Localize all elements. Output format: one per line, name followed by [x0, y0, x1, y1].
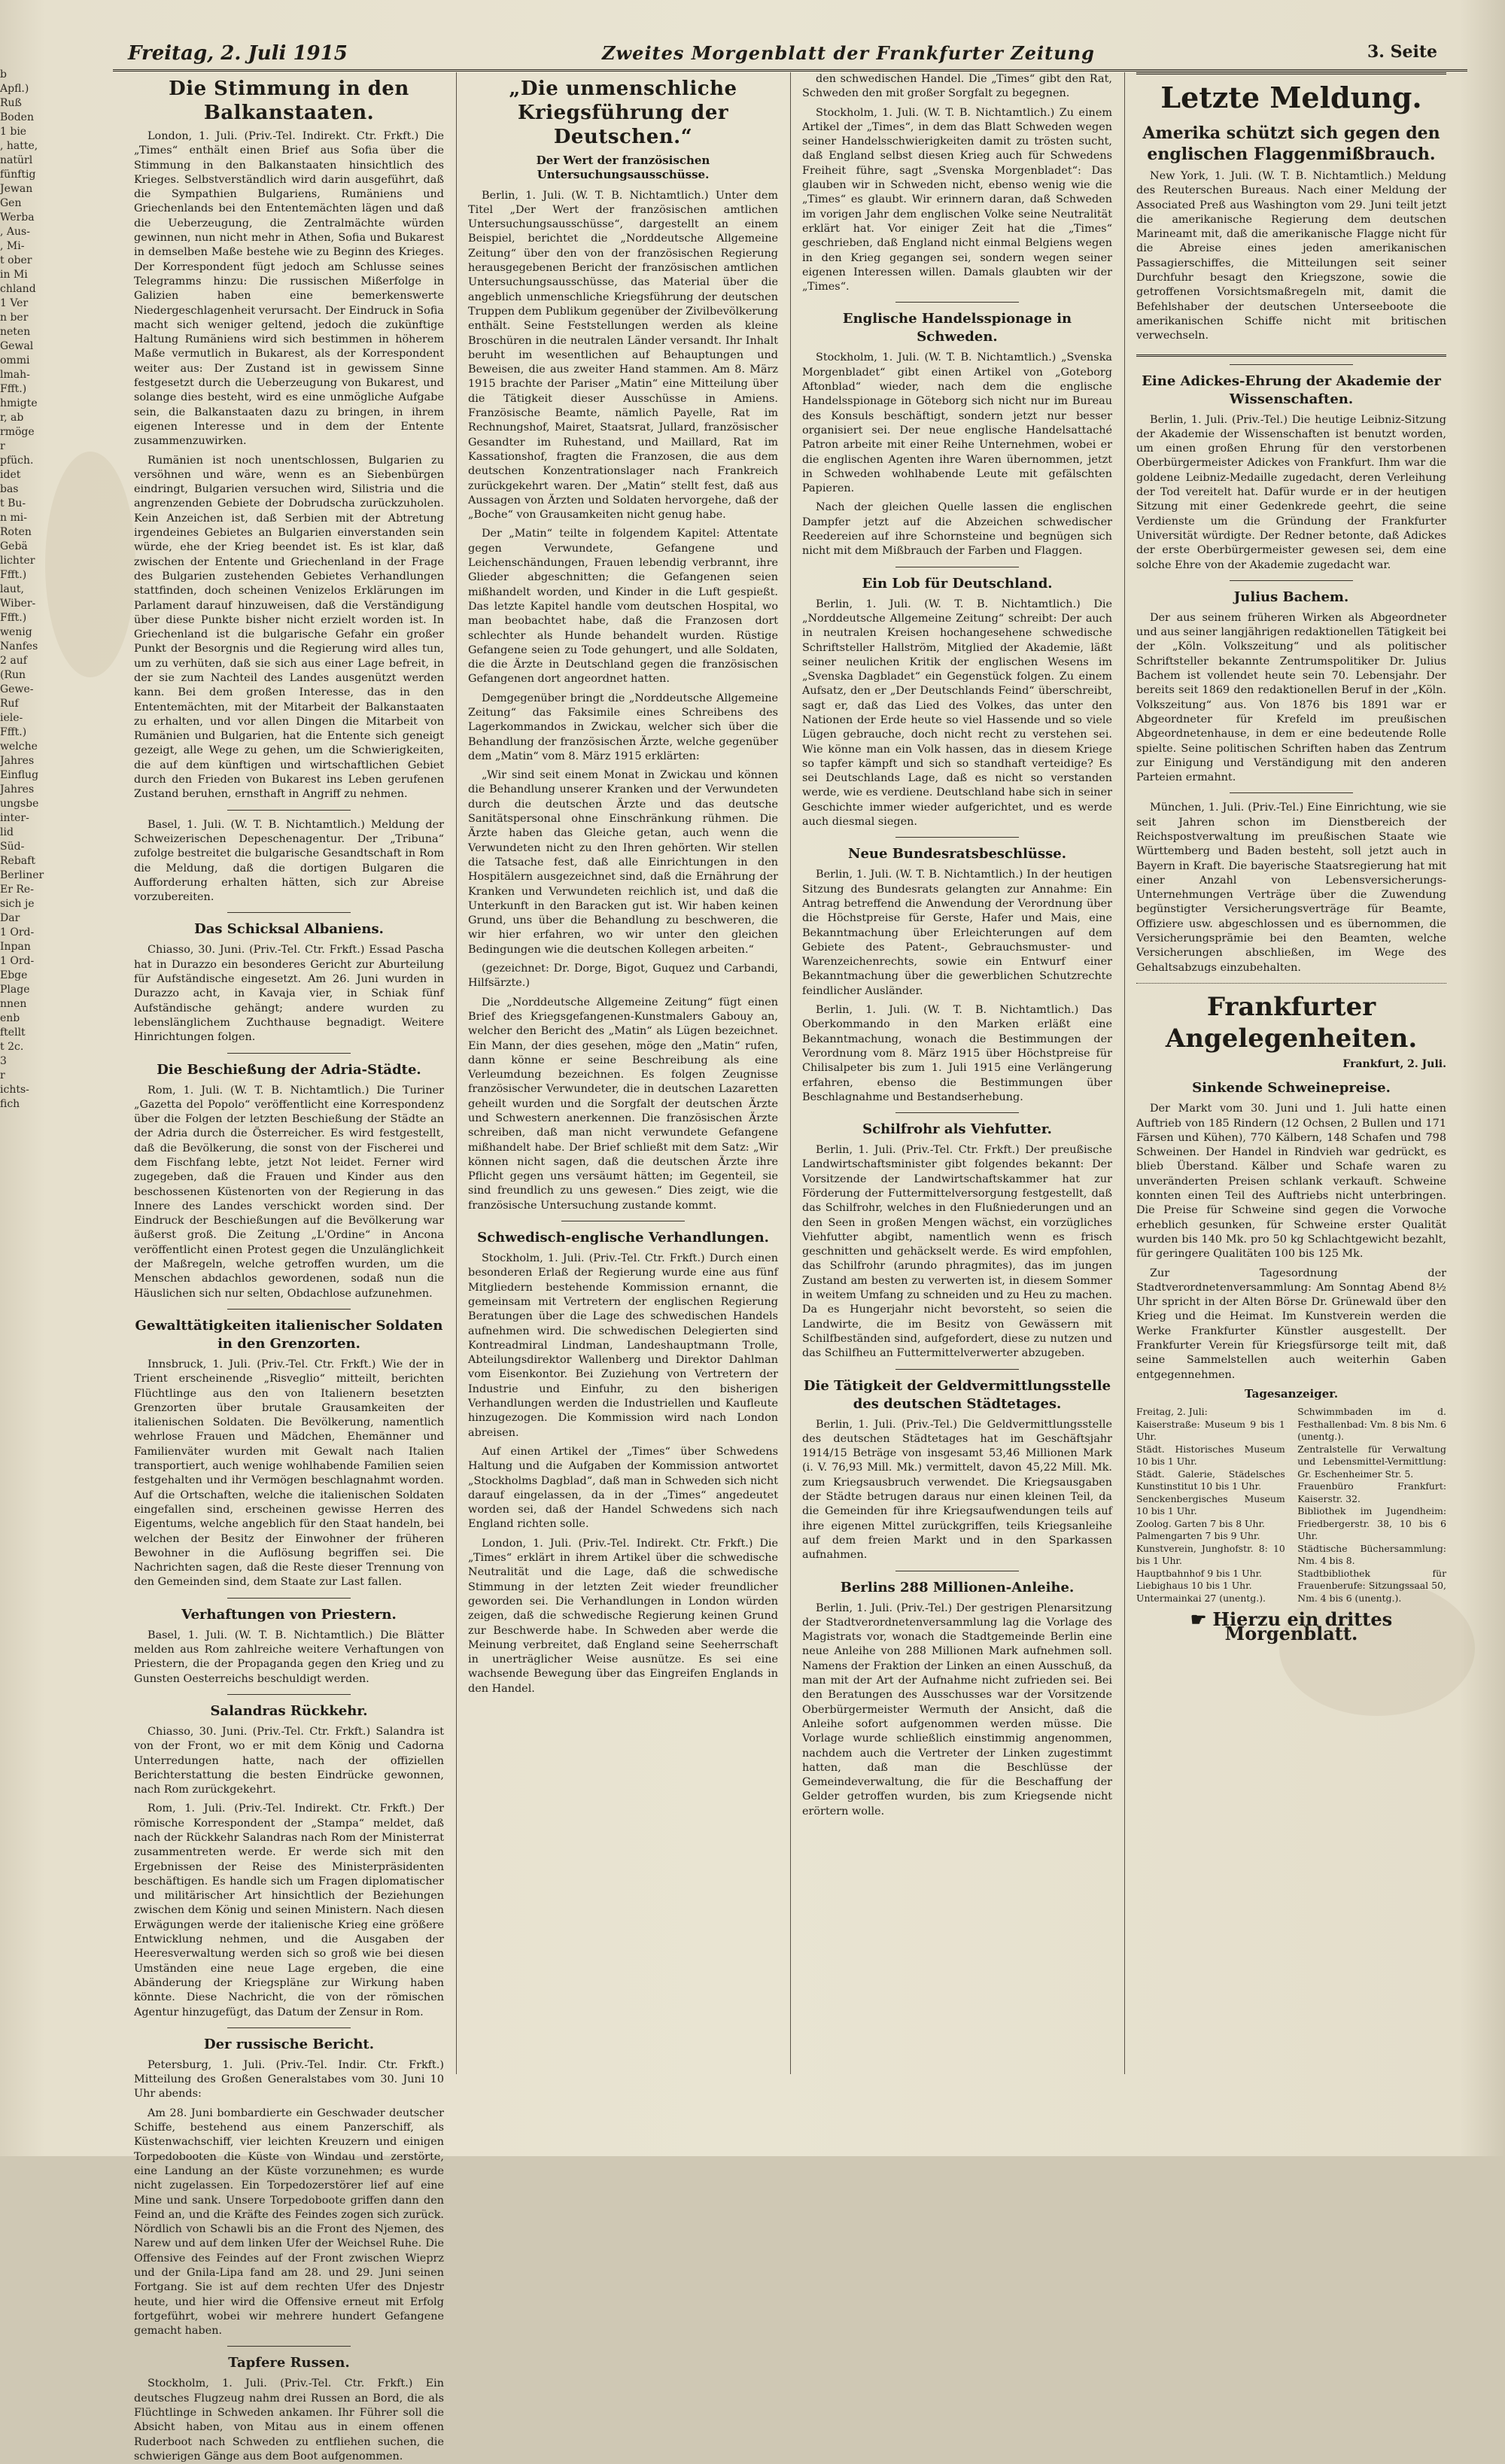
paragraph: Petersburg, 1. Juli. (Priv.-Tel. Indir. Ctr. Frkft.) Mitteilung des Großen Generalstabes vom 30. Juni 10 Uhr abends: — [134, 2058, 444, 2100]
column-rule — [790, 72, 791, 2074]
event-line: Hauptbahnhof 9 bis 1 Uhr. — [1136, 1567, 1263, 1579]
gutter-fragment: pfüch. — [0, 455, 34, 467]
gutter-fragment: 1 bie — [0, 126, 27, 138]
frankfurt-section-title: Frankfurter Angelegenheiten. — [1165, 991, 1418, 1054]
section-headline: Die Beschießung der Adria-Städte. — [157, 1061, 421, 1078]
gutter-fragment: ungsbe — [0, 798, 39, 810]
paragraph: Berlin, 1. Juli. (W. T. B. Nichtamtlich.) Das Oberkommando in den Marken erläßt eine Bekanntmachung, wonach die Bestimmungen der Verordnung vom 8. März 1915 über Höchstpreise für Chilisalpeter bis zum 1. Juli 1915 eine Verlängerung erfahren, ebenso die Bestimmungen über Beschlagnahme und Bestandserhebung. — [802, 1004, 1112, 1103]
gutter-fragment: ftellt — [0, 1027, 26, 1039]
gutter-fragment: natürl — [0, 154, 33, 166]
event-line: Städtische Büchersammlung: Nm. 4 bis 8. — [1297, 1542, 1446, 1567]
frankfurt-subtitle: Sinkende Schweinepreise. — [1192, 1080, 1391, 1097]
gutter-fragment: Jewan — [0, 183, 33, 195]
section-headline: Schilfrohr als Viehfutter. — [862, 1121, 1052, 1138]
article-divider — [895, 1112, 1020, 1113]
gutter-fragment: rmöge — [0, 426, 35, 438]
paragraph: Rumänien ist noch unentschlossen, Bulgarien zu versöhnen und wäre, wenn es an Siebenbürgen eindringt, Bulgarien versuchen wird, Silistria und die angrenzenden Gebiete der Dobrudscha zurückzuholen. Kein Anzeichen ist, daß Serbien mit der Abtretung irgendeines Gebietes an Bulgarien einverstanden sein würde, ehe der Krieg beendet ist. Es ist klar, daß zwischen der Entente und Griechenland in der Frage des Bulgarien zustehenden Gebietes Verhandlungen stattfinden, doch scheinen Venizelos Erklärungen im Parlament darauf hinzuweisen, daß die Verständigung über diese Punkte bisher nicht erzielt worden ist. In Griechenland ist die bulgarische Gefahr ein großer Punkt der Besorgnis und die Regierung wird alles tun, um zu verhüten, daß sie sich aus einer Lage befreit, in der sie zum Nachteil des Landes ausgenützt werden kann. Bei dem großen Interesse, das in den Ententemächten, mit der Mitarbeit der Balkanstaaten zu erhalten, und vor allen Dingen die Mitarbeit von Rumänien und Bulgarien, hat die Entente sich geneigt gezeigt, alle Wege zu gehen, um die Schwierigkeiten, die auf dem künftigen und wirtschaftlichen Gebiet durch den Frieden von Bukarest ins Leben gerufenen Zustand beruhen, ernsthaft in Angriff zu nehmen. — [134, 454, 444, 801]
paragraph: Der „Matin“ teilte in folgendem Kapitel: Attentate gegen Verwundete, Gefangene und Leichenschändungen, Frauen lebendig verbrannt, ihre Glieder abgeschnitten; die Gefangenen seien mißhandelt worden, und Kinder in die Luft gespießt. Das letzte Kapitel handle vom deutschen Hospital, wo man beobachtet habe, daß die Franzosen dort schlechter als Hunde behandelt wurden. Rüstige Gefangene seien zu Tode gehungert, und alle Soldaten, die die Ärzte in Deutschland gegen die französischen Gefangenen dort angeordnet hatten. — [468, 528, 778, 686]
gutter-fragment: bas — [0, 483, 19, 495]
last-news-text: New York, 1. Juli. (W. T. B. Nichtamtlich.) Meldung des Reuterschen Bureaus. Nach einer Meldung der Associated Preß aus Washington vom 29. Juni teilt jetzt die amerikanische Regierung dem deutschen Marineamt mit, daß die amerikanische Flagge nicht für die Abreise eines jeden amerikanischen Passagierschiffes, die Mitteilungen seit seiner Durchfuhr besagt den Kriegszone, sowie die getroffenen Vorsichtsmaßregeln mit, damit die Befehlshaber der deutschen Unterseeboote die amerikanischen Schiffe nicht mit britischen verwechseln. — [1136, 170, 1446, 342]
event-line: Kunstverein, Junghofstr. 8: 10 bis 1 Uhr. — [1136, 1542, 1285, 1567]
paragraph: Rom, 1. Juli. (W. T. B. Nichtamtlich.) Die Turiner „Gazetta del Popolo“ veröffentlicht eine Korrespondenz über die Folgen der letzten Beschießung der Städte an der Adria durch die Österreicher. Es wird festgestellt, daß die Bevölkerung, die sonst von der Fischerei und dem Fischfang lebte, jetzt Not leidet. Ferner wird zugegeben, daß die Frauen und Kinder aus den beschossenen Küstenorten von der Regierung in das Innere des Landes verschickt worden sind. Der Eindruck der Beschießungen auf die Bevölkerung war äußerst groß. Die Zeitung „L'Ordine“ in Ancona veröffentlicht einen Protest gegen die Unzulänglichkeit der Maßregeln, welche getroffen wurden, um die Menschen abdachlos gewordenen, sodaß nun die Häuslichen sich nur selten, Obdachlose aufzunehmen. — [134, 1084, 444, 1300]
paper-stain — [45, 452, 135, 677]
gutter-fragment: 1 Ord- — [0, 955, 35, 967]
paragraph: Stockholm, 1. Juli. (W. T. B. Nichtamtlich.) Zu einem Artikel der „Times“, in dem das Blatt Schweden wegen seiner Handelsschwierigkeiten damit zu trösten sucht, daß England selbst diesen Krieg auch für Schwedens Freiheit führe, sagt „Svenska Morgenbladet“: Das glauben wir in Schweden nicht, ebenso wenig wie die „Times“ es glaubt. Wir erinnern daran, daß Schweden im vorigen Jahr dem englischen Volke seine Neutralität erklärt hat. Vor einiger Zeit hat die „Times“ geschrieben, daß England nicht einmal Belgiens wegen in den Krieg gegangen sei, sondern wegen seiner eigenen Interessen willen. Damals glaubten wir der „Times“. — [802, 106, 1112, 294]
gutter-fragment: (Run — [0, 669, 26, 681]
section-headline: Neue Bundesratsbeschlüsse. — [848, 846, 1066, 862]
gutter-fragment: Jahres — [0, 783, 35, 795]
gutter-fragment: 1 Ord- — [0, 926, 35, 938]
paragraph: Zur Tagesordnung der Stadtverordnetenversammlung: Am Sonntag Abend 8½ Uhr spricht in der Alten Börse Dr. Grünewald über den Krieg und die Heimat. Im Kunstverein werden die Werke Frankfurter Künstler ausgestellt. Der Frankfurter Verein für Kriegsfürsorge teilt mit, daß seine Sammelstellen auch weiterhin Gaben entgegennehmen. — [1136, 1267, 1446, 1381]
gutter-fragment: , Mi- — [0, 240, 25, 252]
event-line: Zentralstelle für Verwaltung und Lebensmittel-Vermittlung: Gr. Eschenheimer Str. 5. — [1297, 1443, 1446, 1480]
gutter-fragment: iele- — [0, 712, 23, 724]
article-divider — [227, 1598, 351, 1599]
article-headline: Die Stimmung in den Balkanstaaten. — [169, 78, 409, 124]
gutter-fragment: Ffft.) — [0, 569, 27, 581]
article-sections — [468, 1221, 778, 1696]
article-sections — [1136, 364, 1446, 975]
section-headline: Tapfere Russen. — [228, 2355, 350, 2371]
paragraph: Am 28. Juni bombardierte ein Geschwader deutscher Schiffe, bestehend aus einem Panzerschiff, als Küstenwachschiff, vier leichten Kreuzern und einigen Torpedobooten die Küste von Windau und zerstörte, eine Landung an der Küste vorzunehmen; es wurde nicht zugelassen. Ein Torpedozerstörer lief auf eine Mine und sank. Unsere Torpedoboote griffen dann den Feind an, und die Kräfte des Feindes zogen sich zurück. Nördlich von Schawli bis an die Front des Njemen, des Narew und auf dem linken Ufer der Weichsel Ruhe. Die Offensive des Feindes auf der Front zwischen Wieprz und der Gnila-Lipa fand am 28. und 29. Juni seinen Fortgang. Sie ist auf dem rechten Ufer des Dnjestr heute, und hier wird die Offensive erneut mit Erfolg fortgeführt, wobei wir mehrere hundert Gefangene gemacht haben. — [134, 2107, 444, 2338]
gutter-fragment: enb — [0, 1012, 20, 1024]
pointing-hand-icon: ☛ — [1190, 1608, 1207, 1631]
event-line: Freitag, 2. Juli: — [1136, 1406, 1208, 1418]
gutter-fragment: Gewe- — [0, 683, 34, 695]
article-sections — [134, 810, 444, 2464]
gutter-fragment: Nanfes — [0, 640, 38, 653]
paragraph: Berlin, 1. Juli. (Priv.-Tel.) Die heutige Leibniz-Sitzung der Akademie der Wissenschaften ist benutzt worden, um einen großen Ehrung für den verstorbenen Oberbürgermeister Adickes von Frankfurt. Ihm war die goldene Leibniz-Medaille zugedacht, deren Verleihung der Tod vereitelt hat. Dafür wurde er in der heutigen Sitzung mit einer Gedenkrede geehrt, die seine Verdienste um die Gründung der Frankfurter Universität würdigte. Der Redner betonte, daß Adickes der erste Oberbürgermeister gewesen sei, dem eine solche Ehre von der Akademie zugedacht war. — [1136, 413, 1446, 571]
event-line: Untermainkai 27 (unentg.). — [1136, 1592, 1266, 1604]
article-divider — [1230, 364, 1354, 365]
paragraph: Chiasso, 30. Juni. (Priv.-Tel. Ctr. Frkft.) Salandra ist von der Front, wo er mit dem König und Cadorna Unterredungen hatte, nach der offiziellen Berichterstattung die besten Eindrücke gewonnen, nach Rom zurückgekehrt. — [134, 1725, 444, 1796]
column-4 — [1136, 72, 1446, 2089]
article-sections — [802, 302, 1112, 1819]
left-page-edge-fragments — [0, 68, 44, 2100]
gutter-fragment: sich je — [0, 898, 35, 910]
gutter-fragment: Apfl.) — [0, 83, 29, 95]
gutter-fragment: Gewal — [0, 340, 34, 352]
divider — [1136, 983, 1446, 984]
article-divider — [1230, 792, 1354, 793]
article-divider — [227, 2027, 351, 2028]
paragraph: Innsbruck, 1. Juli. (Priv.-Tel. Ctr. Frkft.) Wie der in Trient erscheinende „Risveglio“ mitteilt, berichten Flüchtlinge aus den von Italienern besetzten Grenzorten über brutale Grausamkeiten der italienischen Soldaten. Die Bevölkerung, namentlich wehrlose Frauen und Mädchen, Ehemänner und Familienväter wurden mit Gewalt nach Italien transportiert, auch wenige wohlhabende Familien seien festgehalten und ihr Vermögen beschlagnahmt worden. Auf die Ortschaften, welche die italienischen Soldaten eingefallen sind, erscheinen gewisse Herren des Eigentums, welche angeblich für den Staat handeln, bei welchen der Besitz der Einwohner der früheren Bewohner in die Auflösung begriffen sei. Die Nachrichten sagen, daß die Reste dieser Trennung von den Gemeinden sind, dem Staate zur Last fallen. — [134, 1358, 444, 1589]
paragraph: Nach der gleichen Quelle lassen die englischen Dampfer jetzt auf die Abzeichen schwedischer Reedereien auf ihre Schornsteine und begnügen sich nicht mit dem Mißbrauch der Farben und Flaggen. — [802, 501, 1112, 558]
section-headline: Eine Adickes-Ehrung der Akademie der Wissenschaften. — [1142, 373, 1441, 407]
events-right-column — [1297, 1406, 1446, 1605]
gutter-fragment: laut, — [0, 583, 24, 595]
article-divider — [895, 837, 1020, 838]
footer-banner-text: Hierzu ein drittes Morgenblatt. — [1212, 1608, 1393, 1645]
section-headline: Ein Lob für Deutschland. — [862, 575, 1053, 592]
paragraph: Berlin, 1. Juli. (Priv.-Tel.) Der gestrigen Plenarsitzung der Stadtverordnetenversammlung lag die Vorlage des Magistrats vor, wonach die Stadtgemeinde Berlin eine neue Anleihe von 288 Millionen Mark aufnehmen soll. Namens der Fraktion der Linken an einen Ausschuß, da man mit der Art der Aufnahme nicht zufrieden sei. Bei den Beratungen des Ausschusses war der Vorsitzende Oberbürgermeister Wermuth der Ansicht, daß die Anleihe sofort aufgenommen werden müsse. Die Vorlage wurde schließlich einstimmig angenommen, nachdem auch die Vertreter der Linken zugestimmt hatten, daß man die Beschlüsse der Gemeindeverwaltung, die für die Beschaffung der Gelder getroffen wurden, bis zum Kriegsende nicht erörtern wolle. — [802, 1602, 1112, 1818]
article-divider — [227, 810, 351, 811]
gutter-fragment: Ebge — [0, 969, 28, 981]
gutter-fragment: in Mi — [0, 269, 28, 281]
event-line: Senckenbergisches Museum 10 bis 1 Uhr. — [1136, 1492, 1285, 1517]
article-divider — [1230, 580, 1354, 581]
gutter-fragment: Roten — [0, 526, 32, 538]
article-divider — [895, 302, 1020, 303]
paragraph: Der aus seinem früheren Wirken als Abgeordneter und aus seiner langjährigen redaktionellen Tätigkeit bei der „Köln. Volkszeitung“ und als politischer Schriftsteller bekannte Zentrumspolitiker Dr. Julius Bachem ist vollendet heute sein 70. Lebensjahr. Der bereits seit 1869 den redaktionellen Beruf in der „Köln. Volkszeitung“ aus. Von 1876 bis 1891 war er Abgeordneter für Krefeld im preußischen Abgeordnetenhause, in dem er eine bedeutende Rolle spielte. Seine politischen Schriften haben das Zentrum zur Einigung und Verständigung mit den anderen Parteien ermahnt. — [1136, 611, 1446, 784]
event-line: Städt. Historisches Museum 10 bis 1 Uhr. — [1136, 1443, 1285, 1468]
gutter-fragment: idet — [0, 469, 21, 481]
gutter-fragment: 3 — [0, 1055, 7, 1067]
article-body — [802, 72, 1112, 294]
last-news-box — [1136, 72, 1446, 357]
gutter-fragment: Ffft.) — [0, 383, 27, 395]
article-divider — [227, 912, 351, 913]
article-divider — [227, 1309, 351, 1310]
paragraph: den schwedischen Handel. Die „Times“ gibt den Rat, Schweden den mit großer Sorgfalt zu begegnen. — [802, 73, 1112, 100]
paragraph: London, 1. Juli. (Priv.-Tel. Indirekt. Ctr. Frkft.) Die „Times“ erklärt in ihrem Artikel über die schwedische Neutralität und die Lage, daß die schwedische Stimmung in der letzten Zeit wieder freundlicher geworden sei. Die Verhandlungen in London würden zeigen, daß die schwedische Regierung keinen Grund zur Beschwerde habe. In Schweden aber werde die Meinung verbreitet, daß England seine Seeherrschaft in unerträglicher Weise ausnütze. Es sei eine wachsende Bewegung über das Eingreifen Englands in den Handel. — [468, 1537, 778, 1695]
paragraph: Auf einen Artikel der „Times“ über Schwedens Haltung und die Aufgaben der Kommission antwortet „Stockholms Dagblad“, daß man in Schweden sich nicht darauf eingelassen, da in der „Times“ angedeutet worden sei, daß der Handel Schwedens sich nach England richten solle. — [468, 1445, 778, 1531]
article-divider — [895, 1369, 1020, 1370]
gutter-fragment: wenig — [0, 626, 32, 638]
section-headline: Der russische Bericht. — [203, 2036, 374, 2052]
gutter-fragment: Ruf — [0, 698, 19, 710]
paragraph: Stockholm, 1. Juli. (Priv.-Tel. Ctr. Frkft.) Durch einen besonderen Erlaß der Regierung wurde eine aus fünf Mitgliedern bestehende Kommission ernannt, die gemeinsam mit Vertretern der englischen Regierung Beratungen über die Lage des schwedischen Handels aufnehmen wird. Die schwedischen Delegierten sind Kontreadmiral Lindman, Landeshauptmann Trolle, Abteilungsdirektor Wallenberg und Direktor Dahlman vom Eisenkontor. Bei Zuziehung von Vertretern der Industrie und Einfuhr, zu den bisherigen Verhandlungen werden die Industriellen und Kaufleute hinzugezogen. Die Kommission wird nach London abreisen. — [468, 1252, 778, 1439]
gutter-fragment: Boden — [0, 111, 34, 123]
events-left-column — [1136, 1406, 1285, 1605]
gutter-fragment: Rebaft — [0, 855, 35, 867]
gutter-fragment: ichts- — [0, 1084, 29, 1096]
gutter-fragment: 2 auf — [0, 655, 27, 667]
page-number: 3. Seite — [1367, 42, 1437, 62]
section-headline: Gewalttätigkeiten italienischer Soldaten in den Grenzorten. — [135, 1317, 443, 1352]
event-line: Zoolog. Garten 7 bis 8 Uhr. — [1136, 1517, 1265, 1529]
paragraph: Stockholm, 1. Juli. (Priv.-Tel. Ctr. Frkft.) Ein deutsches Flugzeug nahm drei Russen an Bord, die als Flüchtlinge in Schweden ankamen. Ihr Führer soll die Absicht haben, von Mitau aus in einem offenen Ruderboot nach Schweden zu entfliehen suchen, die schwierigen Gänge aus dem Boot aufgenommen. — [134, 2377, 444, 2462]
section-headline: Die Tätigkeit der Geldvermittlungsstelle des deutschen Städtetages. — [803, 1377, 1111, 1412]
event-line: Bibliothek im Jugendheim: Friedbergerstr. 38, 10 bis 6 Uhr. — [1297, 1505, 1446, 1542]
gutter-fragment: r — [0, 440, 5, 452]
article-divider — [227, 1053, 351, 1054]
paragraph: Berlin, 1. Juli. (W. T. B. Nichtamtlich.) Unter dem Titel „Der Wert der französischen amtlichen Untersuchungsausschüsse“, dargestellt an einem Beispiel, berichtet die „Norddeutsche Allgemeine Zeitung“ über den von der französischen Regierung herausgegebenen Bericht der französischen amtlichen Untersuchungsausschüsse, das Material über die angeblich unmenschliche Kriegsführung der deutschen Truppen dem Publikum gegenüber der Zivilbevölkerung enthält. Seine Feststellungen werden als kleine Broschüren in die neutralen Länder versandt. Ihr Inhalt beruht im wesentlichen auf Behauptungen und Beweisen, die aus zweiter Hand stammen. Am 8. März 1915 brachte der Pariser „Matin“ eine Mitteilung über die Tätigkeit dieser Ausschüsse in Amiens. Französische Beamte, nämlich Payelle, Rat im Rechnungshof, Mairet, Staatsrat, Jullard, französischer Gesandter im Ruhestand, und Maillard, Rat im Kassationshof, fragten die Franzosen, die aus dem deutschen Konzentrationslager nach Frankreich zurückgekehrt waren. Der „Matin“ stellt fest, daß aus Aussagen von Ärzten und Soldaten hervorgehe, daß der „Boche“ von Grausamkeiten nicht genug habe. — [468, 189, 778, 522]
gutter-fragment: Berliner — [0, 869, 44, 881]
paragraph: Demgegenüber bringt die „Norddeutsche Allgemeine Zeitung“ das Faksimile eines Schreibens des Lagerkommandos in Zwickau, welcher sich über die Behandlung der französischen Ärzte, welche gegenüber dem „Matin“ vom 8. März 1915 erklärten: — [468, 692, 778, 762]
gutter-fragment: fich — [0, 1098, 20, 1110]
paragraph: Berlin, 1. Juli. (Priv.-Tel. Ctr. Frkft.) Der preußische Landwirtschaftsminister gibt folgendes bekannt: Der Vorsitzende der Landwirtschaftskammer hat zur Förderung der Futtermittelversorgung festgestellt, daß das Schilfrohr, welches in den Flußniederungen und an den Seen in großen Mengen wächst, ein vorzügliches Viehfutter abgibt, namentlich wenn es frisch geschnitten und gehäckselt werde. Es wird empfohlen, das Schilfrohr (arundo phragmites), das im jungen Zustand am besten zu verwerten ist, in diesem Sommer in weitem Umfang zu schneiden und zu Heu zu machen. Da es Hungerjahr nicht bevorsteht, so seien die Landwirte, die im Besitz von Gewässern mit Schilfbeständen sind, aufgefordert, diese zu nutzen und das Schilfheu an Futtermittelverwerter abzugeben. — [802, 1144, 1112, 1360]
gutter-fragment: Wiber- — [0, 598, 36, 610]
gutter-fragment: Einflug — [0, 769, 39, 781]
section-headline: Julius Bachem. — [1233, 589, 1349, 605]
gutter-fragment: Dar — [0, 912, 20, 924]
article-body — [134, 129, 444, 802]
column-rule — [456, 72, 457, 2074]
gutter-fragment: , Aus- — [0, 226, 30, 238]
issue-date: Freitag, 2. Juli 1915 — [128, 42, 348, 65]
gutter-fragment: Werba — [0, 211, 35, 224]
gutter-fragment: t ober — [0, 254, 32, 266]
section-headline: Berlins 288 Millionen-Anleihe. — [840, 1579, 1075, 1596]
paragraph: Basel, 1. Juli. (W. T. B. Nichtamtlich.) Meldung der Schweizerischen Depeschenagentur. Der „Tribuna“ zufolge bestreitet die bulgarische Gesandtschaft in Rom die Meldung, daß die dortigen Bulgaren die Aufforderung erhalten hätten, sich zur Abreise vorzubereiten. — [134, 818, 444, 904]
gutter-fragment: Jahres — [0, 755, 35, 767]
paragraph: „Wir sind seit einem Monat in Zwickau und können die Behandlung unserer Kranken und der Verwundeten durch die deutschen Ärzte und das deutsche Sanitätspersonal ohne Einschränkung rühmen. Die Ärzte haben das Gleiche getan, auch wenn die Verwundeten nicht zu den Ihren gehörten. Wir stellen die Tatsache fest, daß alle Einrichtungen in den Hospitälern ausgezeichnet sind, daß die Ernährung der Kranken und Verwundeten reichlich ist, und daß die Unterkunft in den Baracken gut ist. Wir haben keinen Grund, uns über die Behandlung zu beschweren, die wir hier erfahren, wo wir unter den gleichen Bedingungen wie die deutschen Kollegen arbeiten.“ — [468, 769, 778, 956]
gutter-fragment: Ruß — [0, 97, 22, 109]
paragraph: Stockholm, 1. Juli. (W. T. B. Nichtamtlich.) „Svenska Morgenbladet“ gibt einen Artikel von „Goteborg Aftonblad“ wieder, nach dem die englische Handelsspionage in Göteborg sich nicht nur im Bureau des Konsuls beschäftigt, sondern jetzt nur besser organisiert sei. Der neue englische Handelsattaché Patron arbeite mit einer Reihe Unternehmen, wobei er die englischen Agenten ihre Waren übernommen, jetzt in Schweden wohlhabende Leute mit gefälschten Papieren. — [802, 351, 1112, 495]
last-news-title: Letzte Meldung. — [1160, 81, 1422, 114]
gutter-fragment: Gen — [0, 197, 22, 209]
gutter-fragment: Plage — [0, 984, 30, 996]
events-listing — [1136, 1406, 1446, 1605]
event-line: Liebighaus 10 bis 1 Uhr. — [1136, 1580, 1252, 1592]
gutter-fragment: Gebä — [0, 540, 28, 552]
paragraph: Berlin, 1. Juli. (W. T. B. Nichtamtlich.) In der heutigen Sitzung des Bundesrats gelangten zur Annahme: Ein Antrag betreffend die Anwendung der Verordnung über die Höchstpreise für Gerste, Hafer und Mais, eine Bekanntmachung über Erleichterungen auf dem Gebiete des Patent-, Gebrauchsmuster- und Warenzeichenrechts, sowie ein Entwurf einer Bekanntmachung über die gewerblichen Schutzrechte feindlicher Ausländer. — [802, 868, 1112, 997]
gutter-fragment: neten — [0, 326, 31, 338]
gutter-fragment: welche — [0, 741, 38, 753]
gutter-fragment: b — [0, 68, 7, 81]
column-rule — [1124, 72, 1125, 2074]
section-headline: Englische Handelsspionage in Schweden. — [842, 311, 1072, 345]
gutter-fragment: r, ab — [0, 412, 24, 424]
article-deck: Der Wert der französischen Untersuchungsausschüsse. — [536, 154, 710, 182]
gutter-fragment: , hatte, — [0, 140, 38, 152]
gutter-fragment: Er Re- — [0, 884, 34, 896]
gutter-fragment: Süd- — [0, 841, 25, 853]
gutter-fragment: Inpan — [0, 941, 31, 953]
article-divider — [227, 2346, 351, 2347]
footer-banner — [1136, 1608, 1446, 1645]
paragraph: Der Markt vom 30. Juni und 1. Juli hatte einen Auftrieb von 185 Rindern (12 Ochsen, 2 Bullen und 171 Färsen und Kühen), 770 Kälbern, 148 Schafen und 798 Schweinen. Der Handel in Rindvieh war gedrückt, es blieb Überstand. Kälber und Schafe waren zu unveränderten Preisen schlank verkauft. Schweine konnten einen Teil des Auftriebs nicht unterbringen. Die Preise für Schweine sind gegen die Vorwoche erheblich gesunken, für Schweine erster Qualität wurden bis 140 Mk. pro 50 kg Schlachtgewicht bezahlt, für geringere Qualitäten 100 bis 125 Mk. — [1136, 1103, 1446, 1261]
paragraph: Basel, 1. Juli. (W. T. B. Nichtamtlich.) Die Blätter melden aus Rom zahlreiche weitere Verhaftungen von Priestern, die der Propaganda gegen den Krieg und zu Gunsten Oesterreichs beschuldigt werden. — [134, 1629, 444, 1685]
paragraph: Rom, 1. Juli. (Priv.-Tel. Indirekt. Ctr. Frkft.) Der römische Korrespondent der „Stampa“ meldet, daß nach der Rückkehr Salandras nach Rom der Ministerrat zusammentreten werde. Er werde sich mit den Ergebnissen der Reise des Ministerpräsidenten beschäftigen. Es handle sich um Fragen diplomatischer und militärischer Art hinsichtlich der Beziehungen zwischen dem König und seinen Ministern. Nach diesen Erwägungen werde der italienische Krieg eine größere Entwicklung nehmen, und die Ausgaben der Heeresverwaltung werden sich so groß wie bei diesen Umständen eine neue Lage ergeben, die eine Abänderung der Kriegspläne zur Wirkung haben könnte. Diese Nachricht, die von der römischen Agentur hinzugefügt, das Datum der Zensur in Rom. — [134, 1802, 444, 2018]
event-line: Frauenbüro Frankfurt: Kaiserstr. 32. — [1297, 1480, 1446, 1504]
gutter-fragment: t Bu- — [0, 497, 26, 510]
gutter-fragment: lid — [0, 826, 14, 838]
gutter-fragment: lichter — [0, 555, 35, 567]
gutter-fragment: r — [0, 1069, 5, 1081]
frankfurt-body — [1136, 1102, 1446, 1383]
section-headline: Das Schicksal Albaniens. — [194, 921, 384, 938]
event-line: Palmengarten 7 bis 9 Uhr. — [1136, 1530, 1260, 1542]
paragraph: (gezeichnet: Dr. Dorge, Bigot, Guquez und Carbandi, Hilfsärzte.) — [468, 963, 778, 990]
section-headline: Salandras Rückkehr. — [210, 1702, 368, 1719]
paragraph: Die „Norddeutsche Allgemeine Zeitung“ fügt einen Brief des Kriegsgefangenen-Kunstmalers Gabouy an, welcher den Bericht des „Matin“ als Lügen bezeichnet. Ein Mann, der dies gesehen, möge den „Matin“ rufen, dann könne er seine Beschreibung als eine Verleumdung bezeichnen. Es folgen Zeugnisse französischer Verwundeter, die in deutschen Lazaretten geheilt wurden und die Sorgfalt der deutschen Ärzte und Schwestern anerkennen. Die französischen Ärzte schreiben, daß man nicht verwundete Gefangene mißhandelt habe. Der Brief schließt mit dem Satz: „Wir können nicht sagen, daß die deutschen Ärzte ihre Pflicht gegen uns versäumt hätten; im Gegenteil, sie sind freundlich zu uns gewesen.“ Dies zeigt, wie die französische Untersuchung zustande kommt. — [468, 996, 778, 1212]
column-1 — [134, 72, 444, 2462]
article-divider — [227, 1694, 351, 1695]
gutter-fragment: n mi- — [0, 512, 27, 524]
gutter-fragment: chland — [0, 283, 36, 295]
gutter-fragment: Ffft.) — [0, 612, 27, 624]
gutter-fragment: 1 Ver — [0, 297, 29, 309]
masthead — [113, 39, 1467, 71]
gutter-fragment: Ffft.) — [0, 726, 27, 738]
paragraph: London, 1. Juli. (Priv.-Tel. Indirekt. Ctr. Frkft.) Die „Times“ enthält einen Brief aus Sofia über die Stimmung in den Balkanstaaten hinsichtlich des Krieges. Selbstverständlich wird darin ausgeführt, daß die Sympathien Bulgariens, Rumäniens und Griechenlands bei den Ententemächten lägen und daß die Ueberzeugung, die Zentralmächte würden gewinnen, nun nicht mehr in Athen, Sofia und Bukarest in demselben Maße bestehe wie zu Beginn des Krieges. Der Korrespondent fügt jedoch am Schlusse seines Telegramms hinzu: Die russischen Mißerfolge in Galizien haben eine bemerkenswerte Niedergeschlagenheit verursacht. Der Eindruck in Sofia macht sich weniger geltend, jedoch die zukünftige Haltung Rumäniens wird sich bestimmen in höherem Maße vermutlich in Bukarest, als der Korrespondent weiter aus: Der Zustand ist in gewissem Sinne festgesetzt durch die Ueberzeugung von Bukarest, und solange dies besteht, wird es eine unmögliche Aufgabe sein, die Balkanstaaten dazu zu bringen, in ihrem eigenen Interesse und in dem der Entente zusammenzuwirken. — [134, 130, 444, 448]
event-line: Kaiserstraße: Museum 9 bis 1 Uhr. — [1136, 1418, 1285, 1443]
section-headline: Verhaftungen von Priestern. — [181, 1606, 397, 1623]
gutter-fragment: t 2c. — [0, 1041, 24, 1053]
paragraph: Chiasso, 30. Juni. (Priv.-Tel. Ctr. Frkft.) Essad Pascha hat in Durazzo ein besonderes Gericht zur Aburteilung für Aufständische eingesetzt. Am 26. Juni wurden in Durazzo acht, in Kavaja vier, in Schiak fünf Aufständische gehängt; andere wurden zu lebenslänglichem Zuchthause begnadigt. Weitere Hinrichtungen folgen. — [134, 944, 444, 1044]
gutter-fragment: inter- — [0, 812, 29, 824]
section-headline: Schwedisch-englische Verhandlungen. — [477, 1230, 769, 1246]
event-line: Schwimmbaden im d. Festhallenbad: Vm. 8 bis Nm. 6 (unentg.). — [1297, 1406, 1446, 1443]
event-line: Stadtbibliothek für Frauenberufe: Sitzungssaal 50, Nm. 4 bis 6 (unentg.). — [1297, 1567, 1446, 1604]
events-title: Tagesanzeiger. — [1244, 1386, 1339, 1401]
gutter-fragment: fünftig — [0, 169, 36, 181]
event-line: Städt. Galerie, Städelsches Kunstinstitut 10 bis 1 Uhr. — [1136, 1468, 1285, 1492]
last-news-subtitle: Amerika schützt sich gegen den englischen Flaggenmißbrauch. — [1142, 123, 1440, 164]
gutter-fragment: hmigte — [0, 397, 38, 409]
gutter-fragment: lmah- — [0, 369, 30, 381]
paragraph: Berlin, 1. Juli. (Priv.-Tel.) Die Geldvermittlungsstelle des deutschen Städtetages hat im Geschäftsjahr 1914/15 Beträge von insgesamt 53,46 Millionen Mark (i. V. 76,93 Mill. Mk.) vermittelt, davon 45,22 Mill. Mk. zum Kriegsausbruch verwendet. Die Kriegsausgaben der Städte betrugen daraus nur einen kleinen Teil, da die Gemeinden für ihre Kriegsaufwendungen teils auf ihre eigenen Mittel zurückgriffen, teils Kriegsanleihe auf dem freien Markt und in den Sparkassen aufnahmen. — [802, 1418, 1112, 1562]
gutter-fragment: n ber — [0, 312, 29, 324]
article-headline: „Die unmenschliche Kriegsführung der Deutschen.“ — [509, 78, 737, 148]
column-3 — [802, 72, 1112, 2089]
paragraph: München, 1. Juli. (Priv.-Tel.) Eine Einrichtung, wie sie seit Jahren schon im Dienstbereich der Reichspostverwaltung im preußischen Staate wie Württemberg und Baden besteht, soll jetzt auch in Bayern in Kraft. Die bayerische Staatsregierung hat mit einer Anzahl von Lebensversicherungs-Unternehmungen Verträge über die Zuwendung begünstigter Versicherungsverträge für Beamte, Offiziere usw. abgeschlossen und es übernommen, die Versicherungsprämie bei den Beamten, welche Versicherungen abschließen, im Wege des Gehaltsabzugs einzubehalten. — [1136, 802, 1446, 974]
column-2 — [468, 72, 778, 2089]
paper-name: Zweites Morgenblatt der Frankfurter Zeitung — [602, 42, 1095, 64]
paragraph: Berlin, 1. Juli. (W. T. B. Nichtamtlich.) Die „Norddeutsche Allgemeine Zeitung“ schreibt: Der auch in neutralen Kreisen hochangesehene schwedische Schriftsteller Hallström, Mitglied der Akademie, läßt seiner neulichen Kritik der englischen Wesens im „Svenska Dagbladet“ ein Gegenstück folgen. Zu einem Aufsatz, den er „Der Deutschlands Feind“ überschreibt, sagt er, daß das Lied des Volkes, das unter den Nationen der Erde heute so viel Hassende und so viele Lügen gebrauche, doch nicht recht zu verstehen sei. Wie könne man ein Volk hassen, das in diesem Kriege so tapfer kämpft und sich so standhaft verteidige? Es sei Deutschlands Lage, daß es nicht so verstanden werde, wie es verdiene. Deutschland habe sich in seiner Geschichte immer wieder aufgerichtet, und es werde auch diesmal siegen. — [802, 598, 1112, 829]
frankfurt-dateline: Frankfurt, 2. Juli. — [1342, 1057, 1446, 1070]
article-body — [468, 189, 778, 1213]
gutter-fragment: nnen — [0, 998, 27, 1010]
gutter-fragment: ommi — [0, 354, 30, 367]
